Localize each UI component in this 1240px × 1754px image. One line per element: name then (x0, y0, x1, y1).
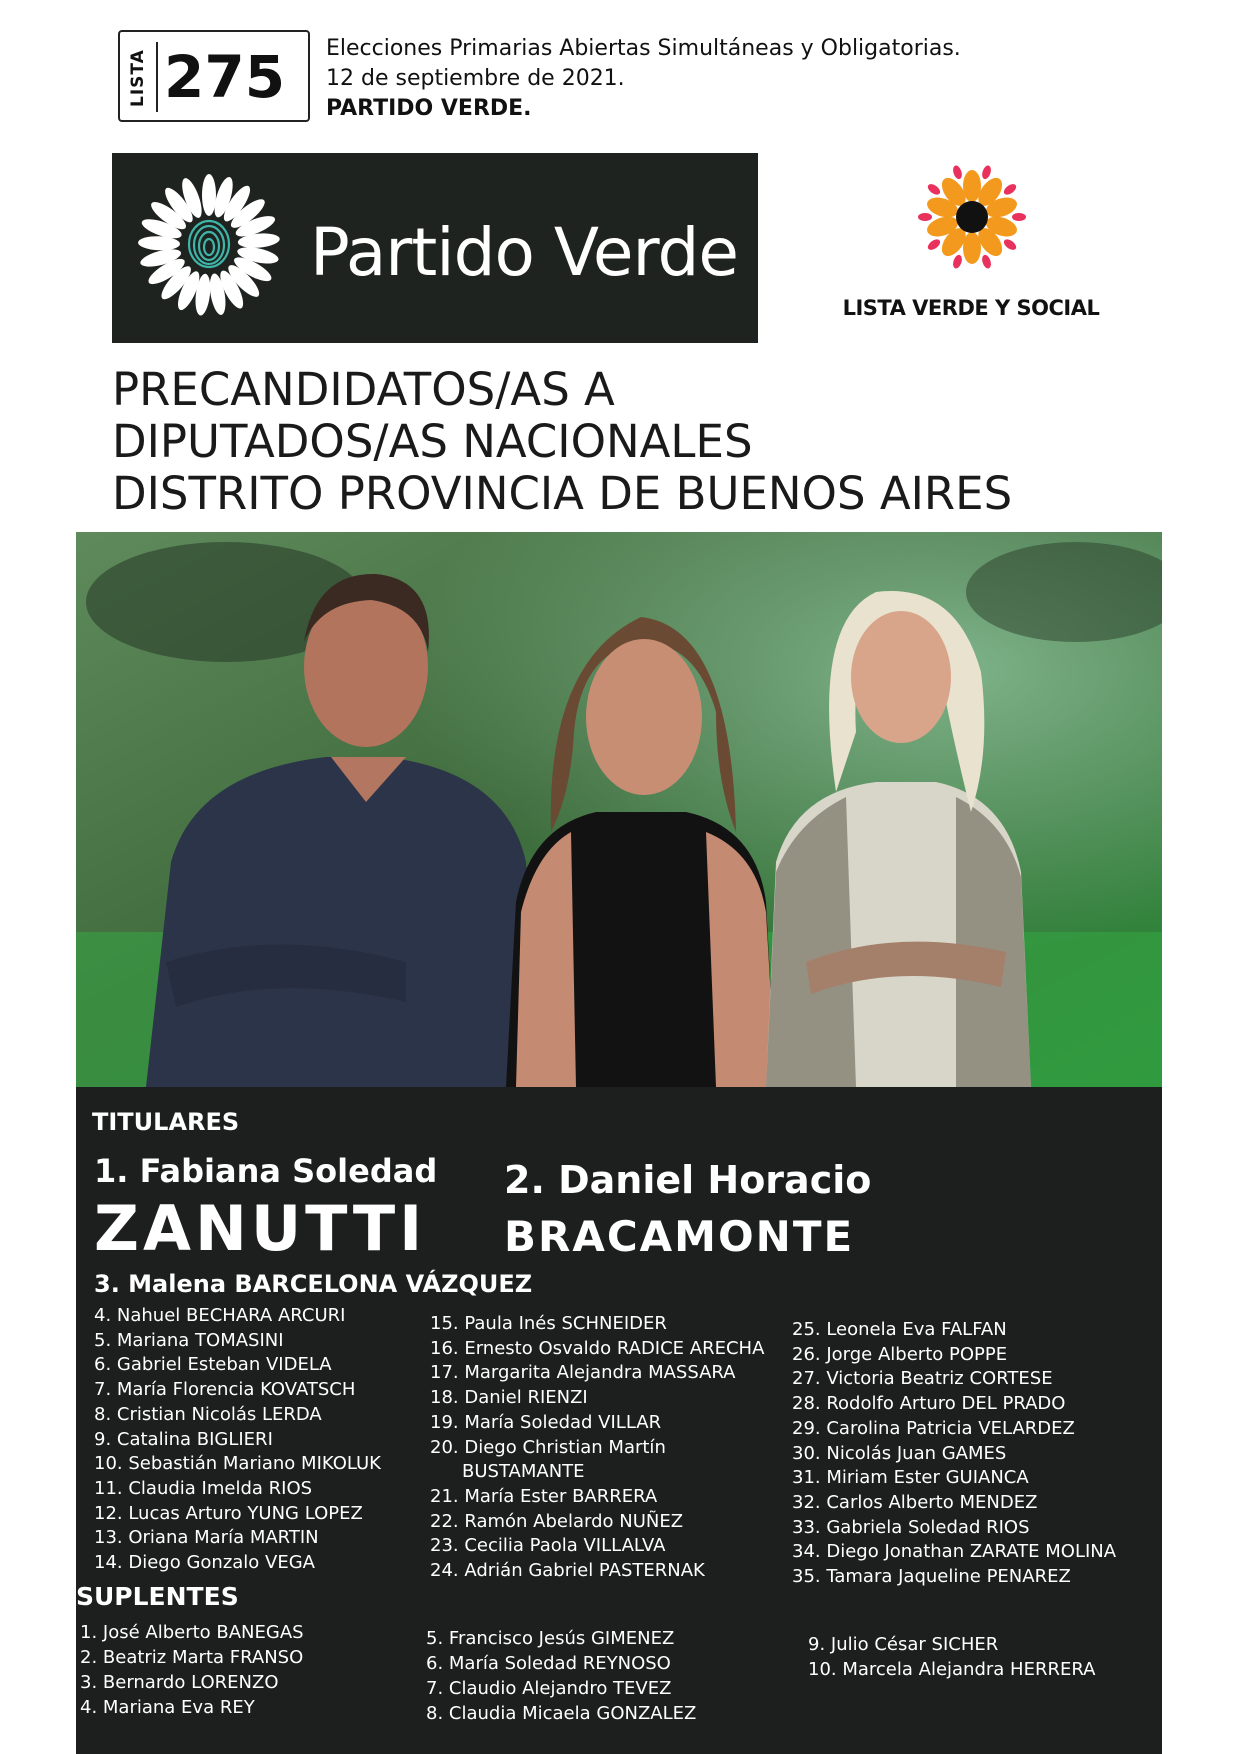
list-item: 8. Cristian Nicolás LERDA (94, 1403, 322, 1425)
lista-number: 275 (164, 43, 286, 111)
list-item: 30. Nicolás Juan GAMES (792, 1442, 1007, 1464)
election-name: Elecciones Primarias Abiertas Simultáneas y Obligatorias. (326, 36, 961, 61)
list-item: 20. Diego Christian Martín (430, 1436, 666, 1458)
list-item: 7. María Florencia KOVATSCH (94, 1379, 356, 1401)
party-name: Partido Verde (310, 214, 738, 291)
list-item: 5. Francisco Jesús GIMENEZ (426, 1628, 675, 1649)
titulares-column-c (792, 1318, 1116, 1590)
list-item: 16. Ernesto Osvaldo RADICE ARECHA (430, 1337, 765, 1359)
list-item: 1. José Alberto BANEGAS (80, 1622, 304, 1643)
titulares-column-b (430, 1312, 764, 1584)
list-item: 23. Cecilia Paola VILLALVA (430, 1535, 666, 1557)
list-item: 35. Tamara Jaqueline PENAREZ (792, 1566, 1071, 1588)
list-item: 11. Claudia Imelda RIOS (94, 1477, 313, 1499)
list-item: 6. Gabriel Esteban VIDELA (94, 1354, 332, 1376)
suplentes-column-b (426, 1626, 696, 1726)
list-item: 25. Leonela Eva FALFAN (792, 1319, 1007, 1340)
list-item: 3. Bernardo LORENZO (80, 1672, 279, 1693)
list-item: 9. Julio César SICHER (808, 1634, 999, 1655)
list-item: 24. Adrián Gabriel PASTERNAK (430, 1560, 705, 1582)
suplentes-heading: SUPLENTES (76, 1582, 239, 1611)
list-item: 10. Sebastián Mariano MIKOLUK (94, 1453, 381, 1475)
list-item: 18. Daniel RIENZI (430, 1387, 588, 1409)
list-item: 26. Jorge Alberto POPPE (792, 1343, 1008, 1365)
list-item: 2. Beatriz Marta FRANSO (80, 1647, 304, 1668)
list-item: 27. Victoria Beatriz CORTESE (792, 1368, 1053, 1390)
suplentes-column-c (808, 1632, 1095, 1682)
list-item: 5. Mariana TOMASINI (94, 1329, 284, 1351)
lista-divider (156, 42, 158, 112)
list-item: 9. Catalina BIGLIERI (94, 1428, 273, 1450)
list-item: 8. Claudia Micaela GONZALEZ (426, 1703, 697, 1724)
list-item: 32. Carlos Alberto MENDEZ (792, 1491, 1038, 1513)
candidates-photo (76, 532, 1162, 1087)
candidate-2-name: 2. Daniel Horacio (504, 1158, 872, 1202)
lista-label: LISTA (128, 49, 148, 107)
title-line-3: DISTRITO PROVINCIA DE BUENOS AIRES (112, 467, 1013, 520)
sunflower-fingerprint-icon (134, 170, 284, 320)
flower-icon (917, 162, 1027, 272)
alliance-name: LISTA VERDE Y SOCIAL (842, 296, 1100, 320)
list-item: 6. María Soledad REYNOSO (426, 1653, 671, 1674)
list-item: 4. Mariana Eva REY (80, 1697, 255, 1718)
title-line-1: PRECANDIDATOS/AS A (112, 363, 615, 416)
list-item: 15. Paula Inés SCHNEIDER (430, 1313, 667, 1334)
candidate-3: 3. Malena BARCELONA VÁZQUEZ (94, 1270, 533, 1298)
list-item: 21. María Ester BARRERA (430, 1485, 658, 1507)
list-item: 31. Miriam Ester GUIANCA (792, 1467, 1029, 1489)
candidate-1-name: 1. Fabiana Soledad (94, 1152, 438, 1190)
list-item-continuation: BUSTAMANTE (462, 1461, 585, 1483)
lista-number-box (118, 30, 310, 122)
list-item: 29. Carolina Patricia VELARDEZ (792, 1417, 1075, 1439)
candidate-1-surname: ZANUTTI (94, 1192, 427, 1265)
list-item: 17. Margarita Alejandra MASSARA (430, 1362, 736, 1384)
list-item: 33. Gabriela Soledad RIOS (792, 1516, 1030, 1538)
list-item: 12. Lucas Arturo YUNG LOPEZ (94, 1502, 363, 1524)
list-item: 13. Oriana María MARTIN (94, 1527, 319, 1549)
party-line: PARTIDO VERDE. (326, 96, 532, 121)
suplentes-column-a (80, 1620, 304, 1720)
election-date: 12 de septiembre de 2021. (326, 66, 625, 91)
titulares-column-a (94, 1304, 381, 1576)
list-item: 34. Diego Jonathan ZARATE MOLINA (792, 1541, 1117, 1563)
title-line-2: DIPUTADOS/AS NACIONALES (112, 415, 753, 468)
party-banner (112, 153, 758, 343)
list-item: 19. María Soledad VILLAR (430, 1411, 662, 1433)
list-item: 7. Claudio Alejandro TEVEZ (426, 1678, 672, 1699)
list-item: 14. Diego Gonzalo VEGA (94, 1552, 315, 1574)
titulares-heading: TITULARES (92, 1108, 240, 1136)
list-item: 22. Ramón Abelardo NUÑEZ (430, 1510, 684, 1532)
candidate-2-surname: BRACAMONTE (504, 1212, 855, 1261)
list-item: 28. Rodolfo Arturo DEL PRADO (792, 1393, 1066, 1415)
list-item: 10. Marcela Alejandra HERRERA (808, 1659, 1096, 1680)
list-item: 4. Nahuel BECHARA ARCURI (94, 1305, 346, 1326)
